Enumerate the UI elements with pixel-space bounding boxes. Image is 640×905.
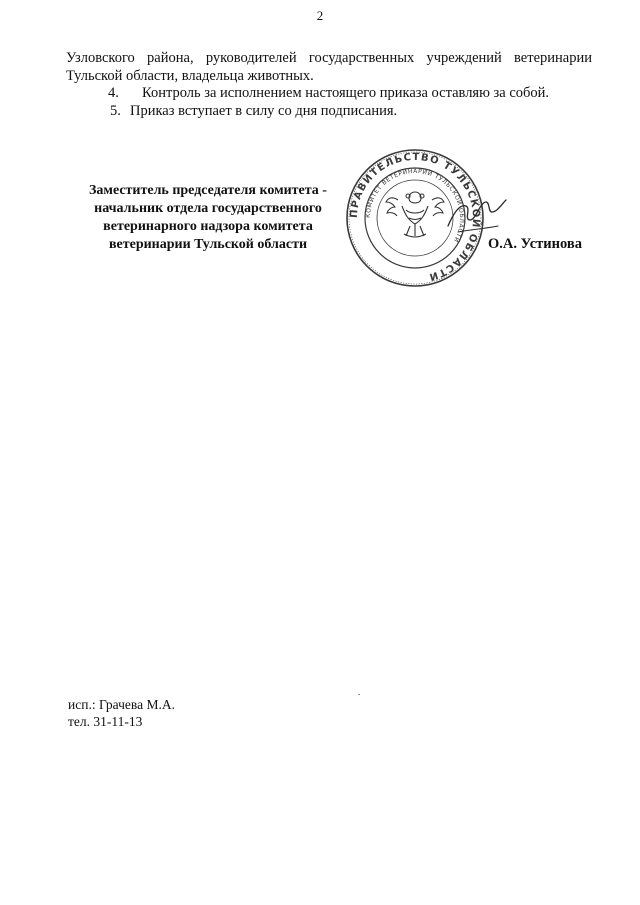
position-line: Заместитель председателя комитета - (89, 183, 327, 198)
list-item-text: Контроль за исполнением настоящего приказа оставляю за собой. (142, 85, 550, 101)
list-item-number: 4. (108, 85, 119, 101)
executor-name: исп.: Грачева М.А. (68, 697, 175, 712)
coat-of-arms-emblem (386, 192, 444, 237)
signatory-position (70, 182, 346, 254)
scan-speck (358, 694, 360, 695)
page-number: 2 (316, 8, 324, 23)
position-line: ветеринарного надзора комитета (103, 219, 313, 234)
seal-ring-text: ПРАВИТЕЛЬСТВО ТУЛЬСКОЙ ОБЛАСТИ (348, 151, 482, 283)
document-body (66, 50, 592, 120)
position-line: начальник отдела государственного (94, 201, 322, 216)
list-item-text: Приказ вступает в силу со дня подписания. (130, 102, 398, 119)
signatory-name: О.А. Устинова (488, 236, 582, 252)
executor-phone: тел. 31-11-13 (68, 714, 143, 729)
list-item-5 (66, 103, 592, 121)
list-item-4 (66, 85, 592, 103)
position-line: ветеринарии Тульской области (108, 237, 308, 252)
seal-inner-text: КОМИТЕТ ВЕТЕРИНАРИИ ТУЛЬСКОЙ ОБЛАСТИ (364, 167, 466, 244)
list-item-number: 5. (110, 102, 121, 119)
paragraph-continuation: Узловского района, руководителей государственных учреждений ветеринарии Тульской области, владельца животных. (66, 50, 592, 84)
executor-info (68, 696, 175, 730)
